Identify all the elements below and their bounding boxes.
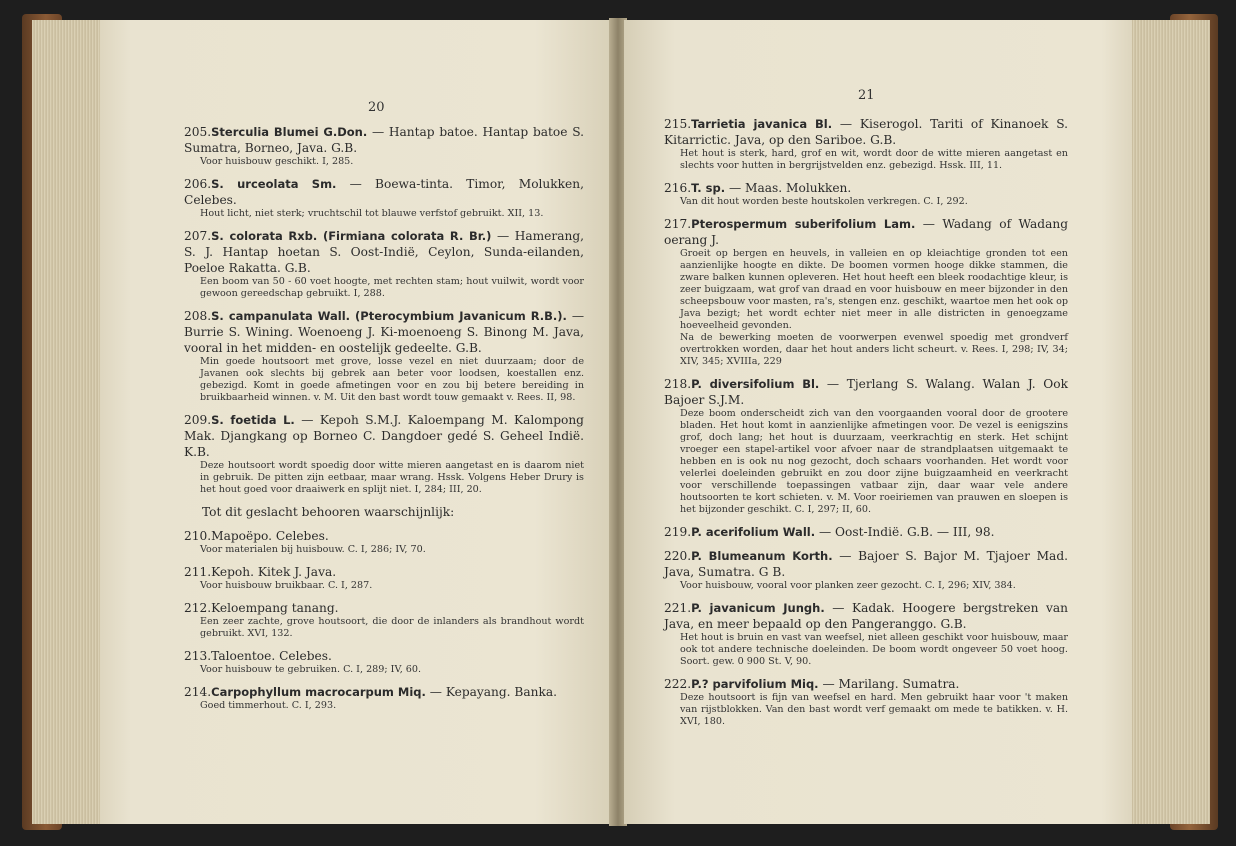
entry-number: 222.	[664, 677, 692, 691]
entry-heading	[664, 600, 1068, 632]
species-name: P.? parvifolium Miq.	[691, 677, 819, 691]
right-entries	[664, 116, 1068, 728]
entry-heading	[184, 528, 584, 544]
entry-details: Mapoëpo. Celebes.	[211, 529, 329, 543]
entry-details: — Maas. Molukken.	[728, 181, 852, 195]
entry-note: Deze houtsoort wordt spoedig door witte mieren aangetast en is daarom niet in gebruik. De pitten zijn eetbaar, maar wrang. Hssk. Volgens Heber Drury is het hout goed voor draaiwerk en splijt niet. I, 284; III, 20.	[200, 460, 584, 495]
entry-number: 213.	[184, 649, 212, 663]
species-name: P. diversifolium Bl.	[691, 377, 820, 391]
entry-number: 212.	[184, 601, 212, 615]
entry-details: — Wadang of Wadang oerang J.	[664, 217, 1069, 247]
entry-details: — Kepoh S.M.J. Kaloempang M. Kalompong Mak. Djangkang op Borneo C. Dangdoer gedé S. Geheel Indië. K.B.	[184, 413, 584, 459]
entry-207	[184, 228, 584, 300]
entry-note: Goed timmerhout. C. I, 293.	[200, 700, 337, 711]
species-name: S. urceolata Sm.	[211, 177, 337, 191]
entry-206	[184, 176, 584, 220]
entry-note: Voor huisbouw, vooral voor planken zeer gezocht. C. I, 296; XIV, 384.	[680, 580, 1016, 591]
species-name: P. javanicum Jungh.	[691, 601, 825, 615]
species-name: T. sp.	[691, 181, 726, 195]
entry-heading	[184, 176, 584, 208]
entry-note: Het hout is bruin en vast van weefsel, niet alleen geschikt voor huisbouw, maar ook tot andere technische doeleinden. De boom wordt ongeveer 50 voet hoog. Soort. gew. 0 900 St. V, 90.	[680, 632, 1068, 667]
entry-heading	[184, 648, 584, 664]
entry-details: Kepoh. Kitek J. Java.	[211, 565, 337, 579]
entry-number: 215.	[664, 117, 692, 131]
entry-heading	[664, 216, 1068, 248]
entry-details: — Kadak. Hoogere bergstreken van Java, en meer bepaald op den Pangeranggo. G.B.	[664, 601, 1068, 631]
entry-note: Een boom van 50 - 60 voet hoogte, met rechten stam; hout vuilwit, wordt voor gewoon gereedschap gebruikt. I, 288.	[200, 276, 584, 299]
entry-number: 205.	[184, 125, 212, 139]
entry-heading	[184, 308, 584, 356]
species-name: P. acerifolium Wall.	[691, 525, 816, 539]
entry-217	[664, 216, 1068, 368]
entry-heading	[184, 600, 584, 616]
entry-210	[184, 528, 584, 556]
entry-number: 208.	[184, 309, 212, 323]
entry-number: 219.	[664, 525, 692, 539]
species-name: S. colorata Rxb. (Firmiana colorata R. Br.)	[211, 229, 492, 243]
entry-details: — Marilang. Sumatra.	[822, 677, 960, 691]
entry-details: — Hantap batoe. Hantap batoe S. Sumatra, Borneo, Java. G.B.	[184, 125, 584, 155]
entry-heading	[664, 116, 1068, 148]
species-name: S. foetida L.	[211, 413, 295, 427]
entry-number: 217.	[664, 217, 692, 231]
species-name: Sterculia Blumei G.Don.	[211, 125, 368, 139]
entry-number: 210.	[184, 529, 212, 543]
page-edges-right	[1130, 20, 1210, 824]
entry-number: 209.	[184, 413, 212, 427]
entry-details: Keloempang tanang.	[211, 601, 339, 615]
entry-216	[664, 180, 1068, 208]
entry-note: Een zeer zachte, grove houtsoort, die door de inlanders als brandhout wordt gebruikt. XVI, 132.	[200, 616, 584, 639]
entry-details: — Tjerlang S. Walang. Walan J. Ook Bajoer S.J.M.	[664, 377, 1069, 407]
entry-number: 221.	[664, 601, 692, 615]
entry-heading	[184, 124, 584, 156]
left-page-content	[184, 124, 584, 720]
entry-heading	[184, 412, 584, 460]
entry-details: — Kiserogol. Tariti of Kinanoek S. Kitarrictic. Java, op den Sariboe. G.B.	[664, 117, 1069, 147]
entry-208	[184, 308, 584, 404]
entry-heading	[184, 564, 584, 580]
species-name: P. Blumeanum Korth.	[691, 549, 833, 563]
entry-details: — Hamerang, S. J. Hantap hoetan S. Oost-Indië, Ceylon, Sunda-eilanden, Poeloe Rakatta. G.B.	[184, 229, 584, 275]
entry-205	[184, 124, 584, 168]
entry-note: Voor huisbouw bruikbaar. C. I, 287.	[200, 580, 373, 591]
entry-heading	[184, 684, 584, 700]
entry-note: Na de bewerking moeten de voorwerpen evenwel spoedig met grondverf overtrokken worden, daar het hout anders licht scheurt. v. Rees. I, 298; IV, 34; XIV, 345; XVIIIa, 229	[680, 332, 1068, 367]
entry-213	[184, 648, 584, 676]
right-page-content	[664, 116, 1068, 736]
page-edges-left	[32, 20, 104, 824]
entry-218	[664, 376, 1068, 516]
entry-details: — Boewa-tinta. Timor, Molukken, Celebes.	[184, 177, 584, 207]
entry-note: Deze houtsoort is fijn van weefsel en hard. Men gebruikt haar voor 't maken van rijstblokken. Van den bast wordt verf gemaakt om mede te batikken. v. H. XVI, 180.	[680, 692, 1068, 727]
left-page	[100, 20, 612, 824]
entry-219	[664, 524, 1068, 540]
entry-details: Taloentoe. Celebes.	[211, 649, 332, 663]
entry-number: 206.	[184, 177, 212, 191]
entry-details: — Oost-Indië. G.B. — III, 98.	[818, 525, 995, 539]
species-name: Tarrietia javanica Bl.	[691, 117, 833, 131]
left-entries-2	[184, 528, 584, 712]
species-name: Pterospermum suberifolium Lam.	[691, 217, 916, 231]
left-entries	[184, 124, 584, 496]
entry-211	[184, 564, 584, 592]
entry-212	[184, 600, 584, 640]
entry-number: 207.	[184, 229, 212, 243]
entry-214	[184, 684, 584, 712]
entry-209	[184, 412, 584, 496]
entry-number: 218.	[664, 377, 692, 391]
entry-note: Voor huisbouw te gebruiken. C. I, 289; IV, 60.	[200, 664, 422, 675]
entry-heading	[664, 676, 1068, 692]
entry-note: Deze boom onderscheidt zich van den voorgaanden vooral door de grootere bladen. Het hout komt in aanzienlijke afmetingen voor. De vezel is eenigszins grof, doch lang; het hout is duurzaam, veerkrachtig en sterk. Het schijnt vroeger een stapel-artikel voor afvoer naar de strandplaatsen uitgemaakt te hebben en is ook nu nog gezocht, doch schaars voorhanden. Het wordt voor velerlei doeleinden gebruikt en zou door zijne buigzaamheid en veerkracht voor verschillende toepassingen vatbaar zijn, daar waar vele andere houtsoorten te kort schieten. v. M. Voor roeiriemen van prauwen en sloepen is het bijzonder geschikt. C. I, 297; II, 60.	[680, 408, 1068, 515]
entry-note: Hout licht, niet sterk; vruchtschil tot blauwe verfstof gebruikt. XII, 13.	[200, 208, 544, 219]
entry-number: 211.	[184, 565, 212, 579]
entry-heading	[184, 228, 584, 276]
entry-note: Min goede houtsoort met grove, losse vezel en niet duurzaam; door de Javanen ook slechts bij gebrek aan beter voor loodsen, koestallen enz. gebezigd. Komt in goede afmetingen voor en zou bij betere bereiding in bruikbaarheid winnen. v. M. Uit den bast wordt touw gemaakt v. Rees. II, 98.	[200, 356, 584, 403]
entry-note: Voor huisbouw geschikt. I, 285.	[200, 156, 354, 167]
entry-number: 214.	[184, 685, 212, 699]
section-line: Tot dit geslacht behooren waarschijnlijk:	[202, 505, 455, 519]
entry-heading	[664, 376, 1068, 408]
entry-note: Het hout is sterk, hard, grof en wit, wordt door de witte mieren aangetast en slechts voor hutten in bergrijstvelden enz. gebezigd. Hssk. III, 11.	[680, 148, 1068, 171]
entry-221	[664, 600, 1068, 668]
page-number-right: 21	[858, 88, 875, 103]
right-page	[624, 20, 1132, 824]
species-name: S. campanulata Wall. (Pterocymbium Javanicum R.B.).	[211, 309, 567, 323]
entry-details: — Burrie S. Wining. Woenoeng J. Ki-moenoeng S. Binong M. Java, vooral in het midden- en oostelijk gedeelte. G.B.	[184, 309, 584, 355]
entry-222	[664, 676, 1068, 728]
entry-number: 216.	[664, 181, 692, 195]
entry-details: — Bajoer S. Bajor M. Tjajoer Mad. Java, Sumatra. G B.	[664, 549, 1068, 579]
entry-details: — Kepayang. Banka.	[429, 685, 558, 699]
entry-220	[664, 548, 1068, 592]
entry-215	[664, 116, 1068, 172]
entry-note: Groeit op bergen en heuvels, in valleien en op kleiachtige gronden tot een aanzienlijke hoogte en dikte. De boomen vormen hooge dikke stammen, die zware balken kunnen opleveren. Het hout heeft een bleek roodachtige kleur, is zeer buigzaam, wat grof van draad en voor huisbouw en meer bijzonder in den scheepsbouw voor masten, ra's, stengen enz. geschikt, waartoe men het ook op Java bezigt; het wordt echter niet meer in alle districten in genoegzame hoeveelheid gevonden.	[680, 248, 1068, 331]
entry-number: 220.	[664, 549, 692, 563]
entry-note: Voor materialen bij huisbouw. C. I, 286; IV, 70.	[200, 544, 426, 555]
entry-heading	[664, 548, 1068, 580]
entry-heading	[664, 180, 1068, 196]
entry-heading	[664, 524, 1068, 540]
species-name: Carpophyllum macrocarpum Miq.	[211, 685, 426, 699]
page-number-left: 20	[368, 100, 385, 115]
entry-note: Van dit hout worden beste houtskolen verkregen. C. I, 292.	[680, 196, 968, 207]
